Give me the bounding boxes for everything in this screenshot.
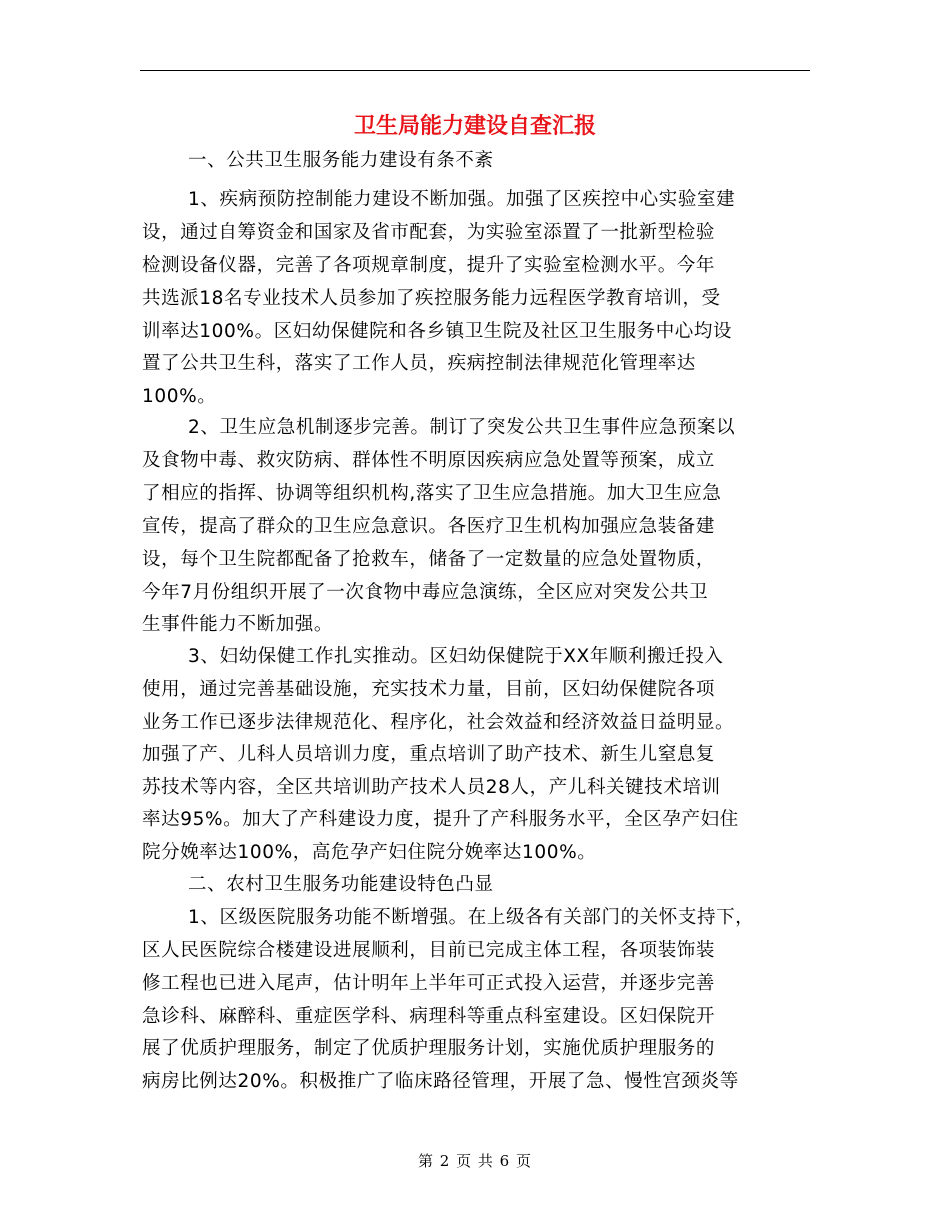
paragraph-line: 2、卫生应急机制逐步完善。制订了突发公共卫生事件应急预案以 [188, 417, 736, 438]
paragraph-line: 1、疾病预防控制能力建设不断加强。加强了区疾控中心实验室建 [188, 189, 736, 210]
paragraph-line: 加强了产、儿科人员培训力度，重点培训了助产技术、新生儿窒息复 [142, 744, 716, 765]
paragraph-line: 苏技术等内容，全区共培训助产技术人员28人，产儿科关键技术培训 [142, 777, 721, 798]
paragraph-line: 率达95%。加大了产科建设力度，提升了产科服务水平，全区孕产妇住 [142, 809, 739, 830]
paragraph-line: 修工程也已进入尾声，估计明年上半年可正式投入运营，并逐步完善 [142, 973, 716, 994]
paragraph-line: 置了公共卫生科，落实了工作人员，疾病控制法律规范化管理率达 [142, 353, 696, 374]
paragraph-line: 病房比例达20%。积极推广了临床路径管理，开展了急、慢性宫颈炎等 [142, 1071, 739, 1092]
paragraph-line: 宣传，提高了群众的卫生应急意识。各医疗卫生机构加强应急装备建 [142, 516, 716, 537]
paragraph-line: 展了优质护理服务，制定了优质护理服务计划，实施优质护理服务的 [142, 1038, 716, 1059]
paragraph-line: 训率达100%。区妇幼保健院和各乡镇卫生院及社区卫生服务中心均设 [142, 321, 733, 342]
paragraph-line: 及食物中毒、救灾防病、群体性不明原因疾病应急处置等预案，成立 [142, 450, 716, 471]
paragraph-line: 共选派18名专业技术人员参加了疾控服务能力远程医学教育培训，受 [142, 288, 721, 309]
paragraph-line: 今年7月份组织开展了一次食物中毒应急演练，全区应对突发公共卫 [142, 582, 709, 603]
paragraph-line: 生事件能力不断加强。 [142, 614, 334, 635]
document-title: 卫生局能力建设自查汇报 [353, 113, 596, 139]
paragraph-line: 1、区级医院服务功能不断增强。在上级各有关部门的关怀支持下， [188, 907, 755, 928]
section-heading: 二、农村卫生服务功能建设特色凸显 [188, 874, 494, 895]
paragraph-line: 设，通过自筹资金和国家及省市配套，为实验室添置了一批新型检验 [142, 222, 716, 243]
paragraph-line: 了相应的指挥、协调等组织机构,落实了卫生应急措施。加大卫生应急 [142, 483, 722, 504]
paragraph-line: 院分娩率达100%，高危孕产妇住院分娩率达100%。 [142, 842, 597, 863]
section-heading: 一、公共卫生服务能力建设有条不紊 [188, 150, 494, 171]
paragraph-line: 区人民医院综合楼建设进展顺利，目前已完成主体工程，各项装饰装 [142, 940, 716, 961]
header-rule [140, 70, 810, 71]
paragraph-line: 3、妇幼保健工作扎实推动。区妇幼保健院于XX年顺利搬迁投入 [188, 646, 724, 667]
paragraph-line: 检测设备仪器，完善了各项规章制度，提升了实验室检测水平。今年 [142, 255, 716, 276]
paragraph-line: 设，每个卫生院都配备了抢救车，储备了一定数量的应急处置物质， [142, 549, 716, 570]
page-number: 第 2 页 共 6 页 [418, 1152, 532, 1170]
paragraph-line: 100%。 [142, 386, 217, 407]
paragraph-line: 业务工作已逐步法律规范化、程序化，社会效益和经济效益日益明显。 [142, 712, 735, 733]
paragraph-line: 使用，通过完善基础设施，充实技术力量，目前，区妇幼保健院各项 [142, 679, 716, 700]
paragraph-line: 急诊科、麻醉科、重症医学科、病理科等重点科室建设。区妇保院开 [142, 1006, 716, 1027]
